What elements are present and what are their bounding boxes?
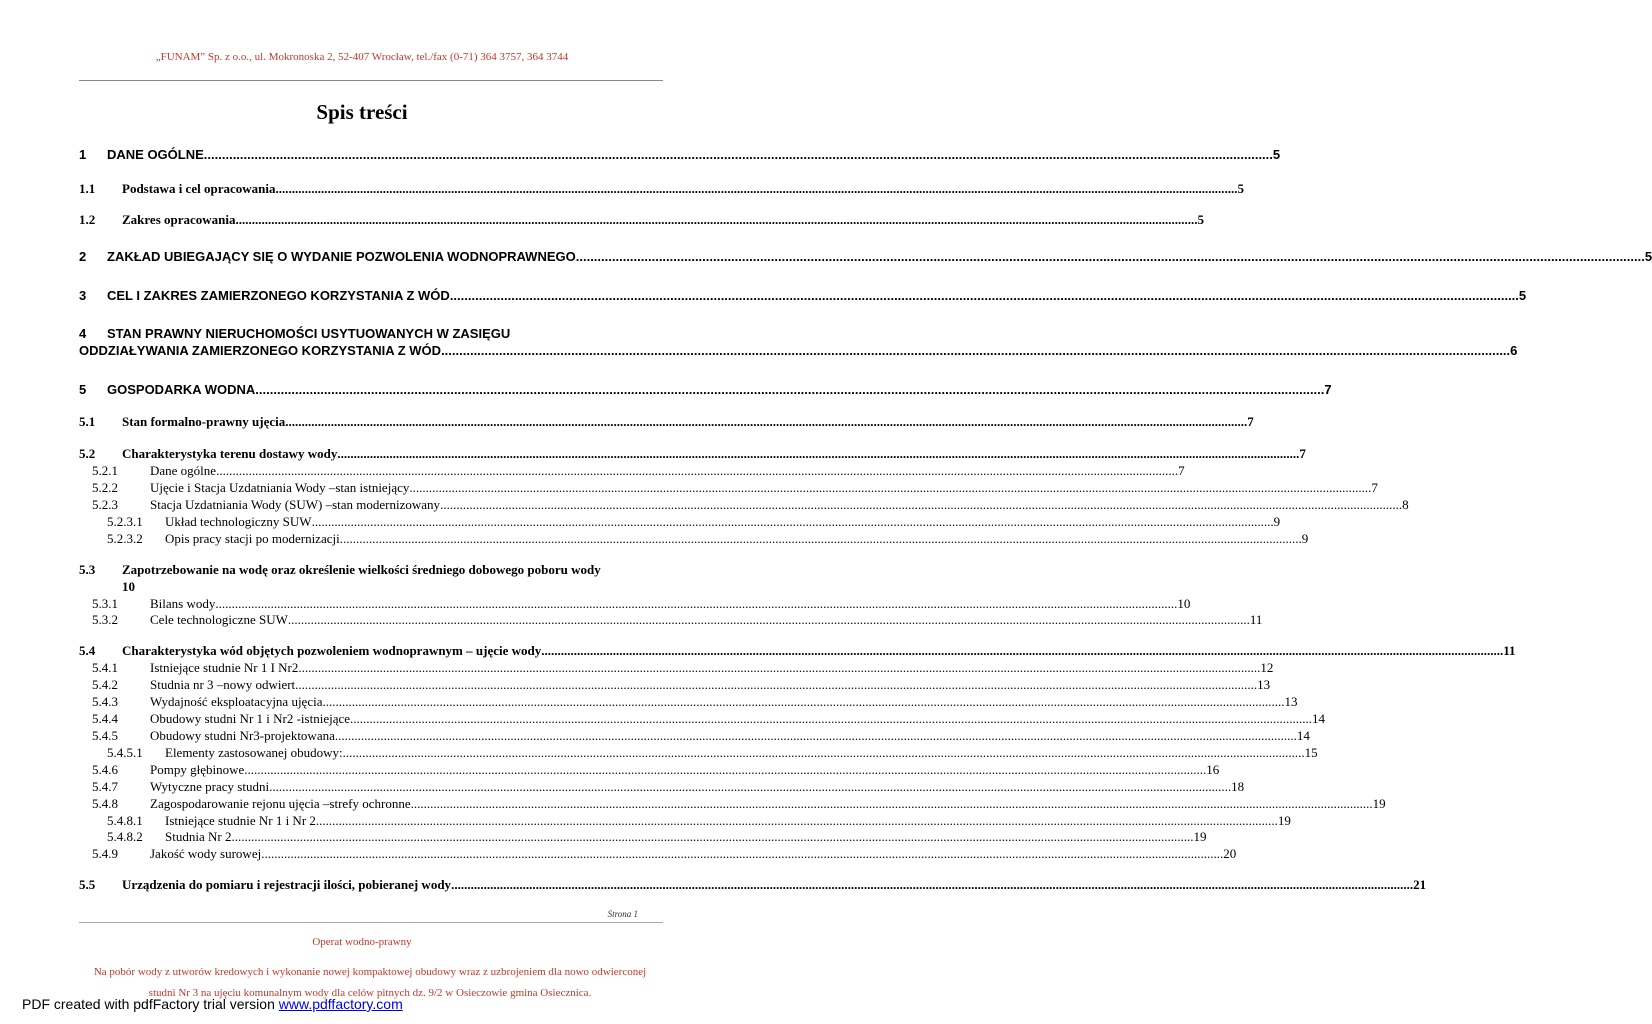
toc-entry-number: 5.2.3.2 xyxy=(107,531,143,546)
toc-entry-1-1[interactable] xyxy=(79,181,1244,197)
toc-entry-page: 15 xyxy=(1304,745,1318,760)
toc-entry-title: Pompy głębinowe xyxy=(150,762,245,777)
toc-entry-number: 5.1 xyxy=(79,414,96,429)
toc-entry-page: 9 xyxy=(1301,531,1309,546)
toc-entry-page: 7 xyxy=(1247,414,1254,429)
toc-title: Spis treści xyxy=(316,100,408,124)
toc-entry-page: 10 xyxy=(1177,596,1191,611)
toc-entry-5-4-8-2[interactable] xyxy=(107,829,1207,845)
toc-entry-3[interactable] xyxy=(79,288,1527,303)
toc-entry-page: 5 xyxy=(1518,288,1527,303)
toc-entry-number: 5.3.1 xyxy=(92,596,118,611)
toc-entry-5-4-5-1[interactable] xyxy=(107,745,1318,761)
toc-entry-5-2[interactable] xyxy=(79,446,1306,462)
pdffactory-link[interactable]: www.pdffactory.com xyxy=(278,996,403,1012)
toc-entry-title: Istniejące studnie Nr 1 i Nr 2 xyxy=(165,813,316,828)
toc-entry-number: 5.4.8.1 xyxy=(107,813,143,828)
toc-entry-page: 13 xyxy=(1284,694,1298,709)
toc-entry-page: 19 xyxy=(1372,796,1386,811)
document-description: Na pobór wody z utworów kredowych i wykonanie nowej kompaktowej obudowy wraz z uzbrojeniem dla nowo odwierconej studni Nr 3 na ujęciu komunalnym wody dla celów pitnych dz. 9/2 w Osieczowie gmina Osiecznica. xyxy=(93,966,647,999)
toc-entry-page: 5 xyxy=(1237,181,1244,196)
toc-entry-number: 4 xyxy=(79,326,87,341)
toc-entry-page: 16 xyxy=(1206,762,1220,777)
toc-entry-number: 5.5 xyxy=(79,877,96,892)
toc-entry-number: 2 xyxy=(79,249,87,264)
toc-entry-title: Studnia Nr 2 xyxy=(165,829,232,844)
toc-entry-number: 5.4 xyxy=(79,643,96,658)
toc-entry-title: Wydajność eksploatacyjna ujęcia xyxy=(150,694,323,709)
toc-entry-title-line2: ODDZIAŁYWANIA ZAMIERZONEGO KORZYSTANIA Z WÓD xyxy=(79,343,442,358)
toc-entry-5-4-4[interactable] xyxy=(92,711,1326,727)
toc-entry-title: Opis pracy stacji po modernizacji xyxy=(165,531,340,546)
toc-entry-number: 5.3 xyxy=(79,562,96,577)
toc-entry-page: 5 xyxy=(1197,212,1205,227)
toc-entry-number: 5.2.3 xyxy=(92,497,118,512)
toc-entry-5-2-3-1[interactable] xyxy=(107,514,1281,530)
toc-entry-title: Stacja Uzdatniania Wody (SUW) –stan modernizowany xyxy=(150,497,441,512)
toc-entry-number: 5.4.7 xyxy=(92,779,118,794)
toc-entry-5-4-8-1[interactable] xyxy=(107,813,1291,829)
toc-entry-number: 5.4.5.1 xyxy=(107,745,143,760)
toc-entry-5-4-1[interactable] xyxy=(92,660,1274,676)
toc-entry-title: Podstawa i cel opracowania xyxy=(122,181,276,196)
toc-entry-5-1[interactable] xyxy=(79,414,1254,430)
toc-entry-page: 5 xyxy=(1272,147,1281,162)
toc-entry-title-line1: Zapotrzebowanie na wodę oraz określenie wielkości średniego dobowego poboru wody xyxy=(122,562,601,577)
toc-entry-5-4-5[interactable] xyxy=(92,728,1310,744)
toc-entry-5-2-3[interactable] xyxy=(92,497,1409,513)
toc-entry-5-4-6[interactable] xyxy=(92,762,1220,778)
toc-entry-number: 1.1 xyxy=(79,181,96,196)
toc-entry-title-line1: STAN PRAWNY NIERUCHOMOŚCI USYTUOWANYCH W ZASIĘGU xyxy=(107,326,511,341)
toc-entry-page: 8 xyxy=(1402,497,1409,512)
toc-entry-page: 12 xyxy=(1260,660,1274,675)
toc-entry-number: 5.4.9 xyxy=(92,846,118,861)
toc-entry-title: Zakres opracowania xyxy=(122,212,236,227)
toc-entry-page: 6 xyxy=(1510,343,1518,358)
toc-entry-number: 5.4.1 xyxy=(92,660,118,675)
toc-entry-title-line2: 10 xyxy=(122,579,135,594)
toc-entry-title: Bilans wody xyxy=(150,596,216,611)
toc-entry-title: Charakterystyka terenu dostawy wody xyxy=(122,446,338,461)
toc-entry-title: Studnia nr 3 –nowy odwiert xyxy=(150,677,296,692)
toc-entry-2[interactable] xyxy=(79,249,1652,264)
toc-entry-5-4-2[interactable] xyxy=(92,677,1271,693)
toc-entry-page: 14 xyxy=(1296,728,1310,743)
toc-entry-page: 7 xyxy=(1371,480,1378,495)
toc-entry-5-3-1[interactable] xyxy=(92,596,1191,612)
toc-entry-number: 5.2.2 xyxy=(92,480,118,495)
footer-divider xyxy=(79,922,663,923)
toc-entry-5-4[interactable] xyxy=(79,643,1516,659)
pdf-watermark xyxy=(22,996,403,1012)
toc-entry-title: Zagospodarowanie rejonu ujęcia –strefy ochronne xyxy=(150,796,411,811)
toc-entry-title: Charakterystyka wód objętych pozwoleniem wodnoprawnym – ujęcie wody xyxy=(122,643,542,658)
toc-entry-page: 9 xyxy=(1273,514,1281,529)
toc-entry-title: DANE OGÓLNE xyxy=(107,147,204,162)
toc-entry-title: GOSPODARKA WODNA xyxy=(107,382,256,397)
toc-entry-5-4-3[interactable] xyxy=(92,694,1298,710)
toc-entry-page: 18 xyxy=(1231,779,1245,794)
toc-entry-1[interactable] xyxy=(79,147,1281,162)
toc-entry-page: 14 xyxy=(1312,711,1326,726)
letterhead: „FUNAM” Sp. z o.o., ul. Mokronoska 2, 52-407 Wrocław, tel./fax (0-71) 364 3757, 364 3744 xyxy=(155,51,569,63)
toc-entry-page: 7 xyxy=(1299,446,1306,461)
toc-entry-5-4-7[interactable] xyxy=(92,779,1245,795)
toc-entry-title: Układ technologiczny SUW xyxy=(165,514,312,529)
toc-entry-5-2-2[interactable] xyxy=(92,480,1378,496)
toc-entry-title: Cele technologiczne SUW xyxy=(150,612,288,627)
toc-entry-title: Dane ogólne xyxy=(150,463,217,478)
toc-entry-5-4-8[interactable] xyxy=(92,796,1386,812)
toc-entry-page: 7 xyxy=(1178,463,1185,478)
toc-entry-5-2-1[interactable] xyxy=(92,463,1185,479)
toc-entry-page: 20 xyxy=(1223,846,1237,861)
toc-entry-5-5[interactable] xyxy=(79,877,1427,893)
toc-entry-title: ZAKŁAD UBIEGAJĄCY SIĘ O WYDANIE POZWOLENIA WODNOPRAWNEGO xyxy=(107,249,576,264)
toc-entry-number: 5.4.8.2 xyxy=(107,829,143,844)
toc-entry-5-3-2[interactable] xyxy=(92,612,1263,628)
toc-entry-number: 5.4.3 xyxy=(92,694,118,709)
toc-entry-number: 5.3.2 xyxy=(92,612,118,627)
toc-entry-page: 21 xyxy=(1413,877,1427,892)
toc-entry-5[interactable] xyxy=(79,382,1332,397)
toc-entry-title: Ujęcie i Stacja Uzdatniania Wody –stan istniejący xyxy=(150,480,410,495)
toc-entry-5-4-9[interactable] xyxy=(92,846,1237,862)
toc-entry-number: 5.4.6 xyxy=(92,762,118,777)
toc-entry-number: 3 xyxy=(79,288,87,303)
toc-entry-number: 5.4.2 xyxy=(92,677,118,692)
toc-entry-5-2-3-2[interactable] xyxy=(107,531,1309,547)
toc-entry-page: 13 xyxy=(1257,677,1271,692)
toc-entry-number: 5.2.3.1 xyxy=(107,514,143,529)
toc-entry-page: 11 xyxy=(1249,612,1263,627)
toc-entry-number: 5.2.1 xyxy=(92,463,118,478)
toc-entry-title: Urządzenia do pomiaru i rejestracji ilości, pobieranej wody xyxy=(122,877,452,892)
toc-entry-4[interactable] xyxy=(79,326,1518,358)
toc-entry-5-3[interactable] xyxy=(79,562,665,595)
toc-entry-page: 5 xyxy=(1644,249,1652,264)
toc-entry-page: 19 xyxy=(1277,813,1291,828)
toc-entry-number: 1 xyxy=(79,147,87,162)
toc-entry-title: Istniejące studnie Nr 1 I Nr2 xyxy=(150,660,299,675)
toc-entry-1-2[interactable] xyxy=(79,212,1205,228)
toc-entry-title: Wytyczne pracy studni xyxy=(150,779,270,794)
toc-entry-title: Stan formalno-prawny ujęcia xyxy=(122,414,286,429)
toc-entry-number: 1.2 xyxy=(79,212,96,227)
toc-entry-number: 5.4.8 xyxy=(92,796,118,811)
toc-entry-number: 5.4.4 xyxy=(92,711,118,726)
watermark-text: PDF created with pdfFactory trial version xyxy=(22,996,275,1012)
toc-entry-title: Obudowy studni Nr3-projektowana xyxy=(150,728,335,743)
page-number: Strona 1 xyxy=(607,909,638,919)
toc-entry-page: 19 xyxy=(1193,829,1207,844)
toc-entry-page: 11 xyxy=(1503,643,1516,658)
toc-entry-title: Elementy zastosowanej obudowy: xyxy=(165,745,343,760)
toc-entry-page: 7 xyxy=(1324,382,1332,397)
toc-entry-title: Jakość wody surowej xyxy=(150,846,262,861)
toc-entry-number: 5.4.5 xyxy=(92,728,118,743)
toc-entry-number: 5.2 xyxy=(79,446,96,461)
toc-entry-title: Obudowy studni Nr 1 i Nr2 -istniejące xyxy=(150,711,351,726)
document-type: Operat wodno-prawny xyxy=(312,936,412,948)
toc-entry-number: 5 xyxy=(79,382,87,397)
toc-entry-title: CEL I ZAKRES ZAMIERZONEGO KORZYSTANIA Z WÓD xyxy=(107,288,450,303)
